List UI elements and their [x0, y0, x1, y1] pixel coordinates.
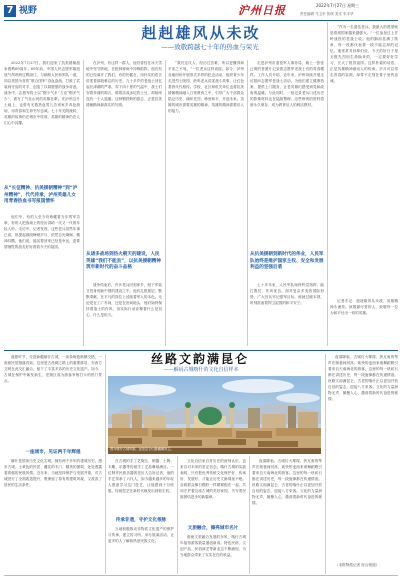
paragraph: 在泸州，有这样一群人，他们曾经在冰天雪地中坚守阵地，在枪林弹雨中冲锋陷阵。他们有的已经离开了我们，有的仍健在，用朴实的语言讲述着那段难忘的历史。九十多岁的老战士回忆起长津湖的严寒，零下四十度的气温中，战士们穿着单薄的棉衣，啃着冻成冰坨的土豆，却始终没有一个人退缩。这种钢铁般的意志，正是抗美援朝精神最真实的写照。: [86, 61, 162, 107]
paragraph: 战争结束后，许多老兵回到家乡，脱下军装又投身到新中国的建设之中。他们扎根基层、默默奉献，在平凡的岗位上延续着军人的本色。无论是在工厂车间，还是在田间地头，他们始终保持着战士的作风，用实际行动诠释着什么是初心、什么是担当。: [86, 283, 162, 317]
issue-date: 2022年7月27日 星期三: [316, 3, 360, 8]
article2-section-heading-3: 文旅融合，擦亮城市名片: [187, 526, 239, 531]
article2-byline: [328, 562, 398, 574]
column-divider: [165, 60, 166, 346]
paragraph: 夜幕降临，古城灯火璀璨，热瓦甫的琴声在街巷间回荡，欢快的麦西来甫舞蹈吸引着来自天南海北的游客。这里的每一块砖石都在讲述历史，每一段旋律都在传递情谊。丝路文韵满昆仑，古老的喀什正以更加开放自信的姿态，迎接八方来客。文化的力量润物无声，凝聚人心，激荡着新时代奋进的豪情。: [252, 459, 322, 505]
article2-column-2b: [108, 526, 174, 574]
article1-column-3: [168, 60, 244, 346]
column-divider: [327, 22, 328, 346]
header-rule: [4, 20, 398, 21]
column-divider: [177, 456, 178, 574]
cityscape-photo: [108, 376, 321, 454]
column-divider: [247, 60, 248, 346]
paragraph: 2022年7月27日，我们迎来了抗美援朝战争胜利69周年。69年前，中国人民志愿军雄赳赳气昂昂跨过鸭绿江，与朝鲜人民和军队一道，同以美国为首的“联合国军”浴血奋战，打败了武装到牙齿的对手，创造了以弱胜强的战争奇迹。战争中，志愿军将士以“钢少气多”力克“钢多气少”，谱写了气壮山河的英雄壮歌。在泸州这片土地上，也曾有无数热血男儿告别家乡奔赴战场，用青春和生命书写忠诚。七十年光阴流转，英雄的故事仍在城市中传颂，英雄的精神仍在人们心中闪耀。: [4, 61, 80, 125]
paragraph: 七十多年来，人民军队始终听党指挥、能打胜仗、作风优良。面对复杂多变的国际形势，广大官兵牢记强军目标，练就过硬本领，时刻准备着捍卫祖国的和平安宁。: [250, 283, 324, 305]
column-divider: [83, 60, 84, 346]
photo-caption: 图为喀什古城风貌，远处昆仑山脉巍峨耸立。: [110, 447, 174, 451]
article2-column-4: [252, 458, 322, 574]
paragraph: 喀什是国家历史文化名城，拥有两千多年的建城历史。漫步古城，土黄色的民居、雕花的木门、精美的窗棂，处处透露着浓郁的民族风情。近年来，当地坚持保护与发展并重，对古城进行了全面改造提升，既保留了原有的建筑风貌，又改善了居民的生活条件。: [4, 459, 102, 487]
paragraph: 借助文旅融合发展的东风，喀什古城年接待游客数量屡创新高。特色民宿、文创产品、民俗演艺等新业态不断涌现，为当地群众带来了实实在在的收益。: [180, 535, 246, 557]
article1-column-1: [4, 60, 80, 184]
page-header: [0, 0, 402, 22]
paragraph: 他们中，有的人至今仍珍藏着当年的军功章，有的人把战场上的经历讲给一代又一代的年轻人听。走访中，记者发现，这些老兵虽然年事已高，但提起那段峥嵘岁月，依然目光炯炯、精神抖擞。他们说，能活着回来已经是幸运，更要替牺牲的战友好好看看今天的祖国。: [4, 215, 80, 249]
article2-section-heading-2: 传承非遗，守护文化根脉: [115, 518, 167, 523]
article1-column-5: [330, 24, 398, 294]
article1-column-2b: [86, 282, 162, 346]
editor-credits: 责任编辑 马卫东 张琪 美术 朱丰华: [300, 12, 354, 16]
paragraph: （本报特派记者 综合报道）: [335, 563, 380, 567]
article2-column-2: [108, 458, 174, 516]
section-name: 视野: [19, 6, 38, 16]
article1-column-4: [250, 60, 324, 250]
article1-section-heading-3: 从抗美援朝到新时代的伟业，人民军队始终是维护国家主权、安全和发展利益的坚强后盾: [250, 252, 324, 270]
paragraph: “作为一名退伍老兵，我最大的愿望就是看到国家越来越强大。”一位参加过上甘岭战役的老战士说。他的胸前挂满了勋章，每一枚都代表着一段不能忘却的记忆。他常常对孙辈们说，今天的好日子是无数先烈用生命换来的，一定要好好学习，长大了报效祖国。这样朴素的话语，正是英雄精神最动人的传承。岁月可以带走青春的容颜，却带不走刻在骨子里的忠诚。: [330, 25, 398, 83]
paragraph: 文化自信来自对历史的深刻认识，也来自对未来的坚定信念。喀什古城的实践表明，只有把优秀传统文化保护好、传承好、发展好，才能让历史文脉绵延不绝。各族群众像石榴籽一样紧紧抱在一起，共同守护着这座古城的美好家园，书写着民族团结进步的新篇章。: [180, 459, 246, 499]
paragraph: 当地积极推动非物质文化遗产的保护与传承，建立传习所、举办展演活动，让更多的人了解和热爱民族文化。: [108, 527, 174, 543]
paragraph: 夜幕降临，古城灯火璀璨，热瓦甫的琴声在街巷间回荡，欢快的麦西来甫舞蹈吸引着来自天南海北的游客。这里的每一块砖石都在讲述历史，每一段旋律都在传递情谊。丝路文韵满昆仑，古老的喀什正以更加开放自信的姿态，迎接八方来客。文化的力量润物无声，凝聚人心，激荡着新时代奋进的豪情。: [328, 355, 398, 401]
paragraph: 盛夏时节，走进新疆喀什古城，一条条街巷纵横交错，一座座民居错落有致。这里是古丝绸之路上的重要驿站，东西方文明在此交汇融合，留下了丰富多彩的历史文化遗产。如今，古城在保护中焕发新生，老街区成为游客争相打卡的热门景点。: [4, 355, 102, 383]
article2-column-5: [328, 354, 398, 560]
paragraph: 在古城的手工艺街区，铜器、土陶、木雕、乐器等传统手工艺品琳琅满目。一位制作民族乐器的老匠人告诉记者，他的手艺传承了六代人，如今越来越多的年轻人愿意学习这门技艺，让他感到十分欣慰。传统技艺在新时代焕发出勃勃生机。: [108, 459, 174, 493]
article1-column-4b: [250, 282, 324, 346]
paragraph: 走进泸州市退役军人事务局，墙上一张张泛黄的老照片记录着志愿军老战士们的青春模样。工作人员介绍，近年来，泸州持续开展走访慰问志愿军老战士活动，为他们建立健康档案、提供上门服务，让老英雄们感受到党和政府的温暖。与此同时，一批记录老兵口述历史的影像资料也在陆续整理，这些珍贵的资料将被永久保存，成为教育后人的鲜活教材。: [250, 61, 324, 107]
article1-column-5b: [330, 298, 398, 346]
column-divider: [325, 354, 326, 574]
newspaper-logo: 沪州日报: [238, 4, 286, 17]
article1-subheadline: ——致敬跨越七十年的热血与荣光: [161, 43, 259, 51]
section-number-badge: 7: [4, 5, 16, 17]
column-divider: [105, 354, 106, 574]
cityscape-image: [108, 376, 321, 454]
article1-section-heading-2: 从诸多战场到热火朝天的建设，人民英雄“我们不能丢”，以抗美援朝精神筑牢新时代的奋斗品格: [86, 252, 161, 270]
paragraph: 记者手记：赳赳雄风从未改，英雄精神永流传。致敬最可爱的人，致敬每一位为和平付出一切的英雄。: [330, 299, 398, 315]
article1-column-1b: [4, 214, 80, 346]
article2-column-3: [180, 458, 246, 524]
article1-column-2: [86, 60, 162, 250]
article2-subheadline: ——解码古城喀什的文化自信样本: [163, 367, 239, 373]
article1-section-heading-1: 从“长征精神、抗美援朝精神”到“泸州精神”，代代传承，泸州英雄儿女用青春热血书写报国情怀: [4, 186, 78, 204]
article2-headline: 丝路文韵满昆仑: [150, 352, 249, 366]
footer-rule: [4, 575, 398, 576]
article2-column-3b: [180, 534, 246, 574]
article2-column-1: [4, 354, 102, 446]
paragraph: “我们这代人，经历过苦难，所以更懂得和平来之不易。”一位老兵这样说道。如今，泸州各地纷纷开展形式多样的纪念活动，组织青少年走进烈士陵园，聆听老兵讲述战斗故事，让红色基因代代相传。学校、社区和机关单位也将抗美援朝精神融入日常教育之中，引导广大干部群众铭记历史、缅怀先烈、珍爱和平、开创未来。英雄的城市需要英雄的精神，英雄的精神需要后人的接力。: [168, 61, 244, 113]
article1-headline: 赳赳雄风从未改: [141, 24, 261, 42]
article2-column-1b: [4, 458, 102, 574]
column-divider: [249, 456, 250, 574]
article2-section-heading-1: 一座城市，见证两千年辉煌: [25, 450, 81, 455]
